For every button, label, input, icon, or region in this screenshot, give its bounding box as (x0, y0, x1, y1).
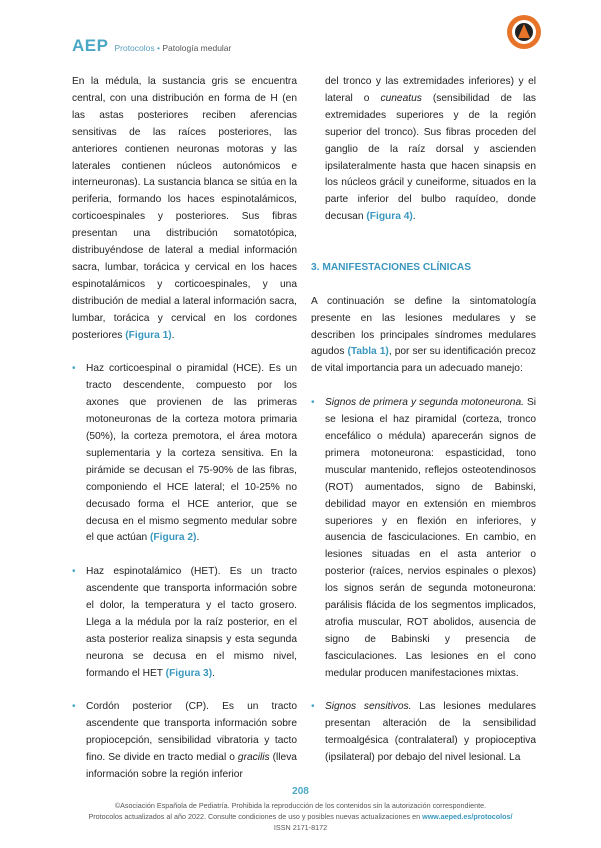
update-line: Protocolos actualizados al año 2022. Consulte condiciones de uso y posibles nuevas actualizaciones en www.aeped.es/protocolos/ (88, 812, 513, 821)
continued-paragraph: del tronco y las extremidades inferiores) y el lateral o cuneatus (sensibilidad de las extremidades superiores y de la región superior del tronco). Sus fibras proceden del ganglio de la raíz dorsal y ascienden ipsilateralmente hasta que hacen sinapsis en los núcleos grácil y cuneiforme, situados en la parte inferior del bulbo raquídeo, donde decusan (Figura 4). (325, 76, 536, 223)
right-column (311, 74, 536, 767)
breadcrumb-protocolos: Protocolos (114, 43, 155, 53)
list-item-hce: • Haz corticoespinal o piramidal (HCE). Es un tracto descendente, compuesto por los axones que provienen de las primeras motoneuronas de la corteza motora primaria (50%), la corteza premotora, el área motora suplementaria y la corteza sensitiva. En la pirámide se decusan el 75-90% de las fibras, componiendo el HCE lateral; el 10-25% no decusado forma el HCE anterior, que se decusa en el mismo segmento medular sobre el que actúan (Figura 2). (72, 361, 297, 547)
list-item-het: • Haz espinotalámico (HET). Es un tracto ascendente que transporta información sobre el dolor, la temperatura y el tacto grosero. Llega a la médula por la raíz posterior, en el asta posterior realiza sinapsis y esta segunda neurona se decusa en el mismo nivel, formando el HET (Figura 3). (72, 564, 297, 682)
breadcrumb-patologia-medular: Patología medular (162, 43, 232, 53)
issn-line: ISSN 2171-8172 (273, 823, 328, 832)
list-item-sensitivos: • Signos sensitivos. Las lesiones medulares presentan alteración de la sensibilidad termoalgésica (contralateral) y propioceptiva (ipsilateral) por debajo del nivel lesional. La (311, 699, 536, 767)
table-1-ref[interactable]: (Tabla 1) (347, 346, 389, 358)
section-intro: A continuación se define la sintomatología presente en las lesiones medulares y se describen los principales síndromes medulares agudos (Tabla 1), por ser su identificación precoz de vital importancia para un adecuado manejo: (311, 295, 536, 375)
breadcrumb (114, 43, 231, 53)
protocolos-link[interactable]: www.aeped.es/protocolos/ (422, 812, 513, 821)
left-column (72, 74, 297, 784)
figure-2-ref[interactable]: (Figura 2) (150, 532, 197, 544)
brand-logo-text: AEP (72, 36, 109, 55)
figure-3-ref[interactable]: (Figura 3) (165, 667, 213, 679)
breadcrumb-separator: • (157, 43, 160, 53)
figure-4-ref[interactable]: (Figura 4) (366, 211, 413, 223)
intro-paragraph: En la médula, la sustancia gris se encuentra central, con una distribución en forma de H (en las astas posteriores reciben aferencias sensitivas de las raíces posteriores, las anteriores contienen neuronas motoras y las laterales contienen núcleos autonómicos e interneuronas). La sustancia blanca se sitúa en la periferia, formando los haces espinotalámicos, corticoespinales y posteriores. Sus fibras presentan una distribución somatotópica, distribuyéndose de lateral a medial información sacra, lumbar, torácica y cervical en los haces espinotalámicos y corticoespinales, y una distribución de medial a lateral información sacra, lumbar, torácica y cervical en los cordones posteriores (Figura 1). (72, 76, 297, 341)
page-footer (0, 800, 601, 833)
figure-1-ref[interactable]: (Figura 1) (125, 329, 172, 341)
aep-seal-logo (506, 14, 542, 50)
list-item-cp: • Cordón posterior (CP). Es un tracto ascendente que transporta información sobre propiocepción, sensibilidad vibratoria y tacto fino. Se divide en tracto medial o gracilis (lleva información sobre la región inferior (72, 699, 297, 784)
page-header (72, 36, 231, 60)
section-heading: 3. MANIFESTACIONES CLÍNICAS (311, 261, 471, 273)
copyright-line: ©Asociación Española de Pediatría. Prohibida la reproducción de los contenidos sin la autorización correspondiente. (114, 801, 487, 810)
page-number: 208 (292, 786, 309, 797)
list-item-motoneurona: • Signos de primera y segunda motoneurona. Si se lesiona el haz piramidal (corteza, tronco encefálico o médula) aparecerán signos de primera motoneurona: espasticidad, tono muscular mantenido, reflejos osteotendinosos (ROT) aumentados, signo de Babinski, debilidad mayor en extensión en miembros superiores y en flexión en inferiores, y ausencia de fasciculaciones. En cambio, en lesiones situadas en el asta anterior o posterior (raíces, nervios espinales o plexos) los signos serán de segunda motoneurona: parálisis flácida de los segmentos implicados, atrofia muscular, ROT abolidos, ausencia de signo de Babinski y presencia de fasciculaciones. Las lesiones en el cono medular producen manifestaciones mixtas. (311, 395, 536, 682)
